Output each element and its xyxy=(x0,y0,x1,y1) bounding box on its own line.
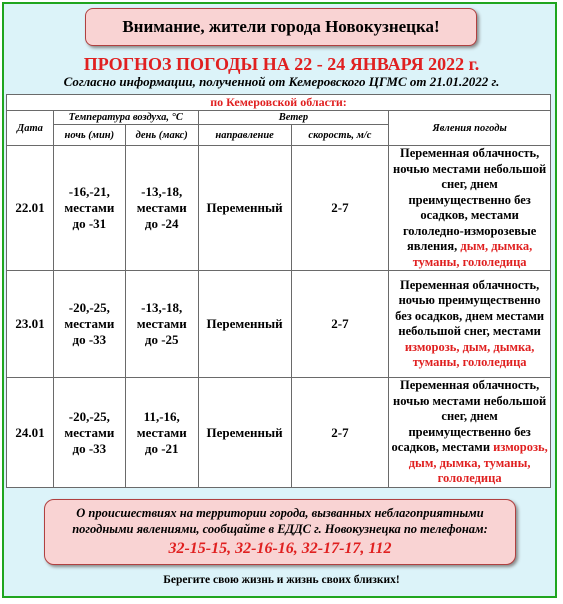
night-temp-line: местами xyxy=(64,200,115,215)
night-temp xyxy=(53,271,125,378)
day-temp-line: местами xyxy=(136,200,187,215)
forecast-title: ПРОГНОЗ ПОГОДЫ НА 22 - 24 ЯНВАРЯ 2022 г. xyxy=(83,54,480,74)
speed-header: скорость, м/с xyxy=(291,125,389,146)
phenomena-hazard-text: дым, дымка, туманы, гололедица xyxy=(412,239,533,269)
wind-speed: 2-7 xyxy=(291,271,389,378)
row-date: 22.01 xyxy=(7,146,54,271)
forecast-source: Согласно информации, полученной от Кемеровского ЦГМС от 21.01.2022 г. xyxy=(63,74,500,89)
day-temp xyxy=(125,146,198,271)
notice-line-1: О происшествиях на территории города, вызванных неблагоприятными xyxy=(76,506,484,520)
wind-speed: 2-7 xyxy=(291,378,389,488)
phenomena-hazard-text: изморозь, дым, дымка, туманы, гололедица xyxy=(408,440,548,486)
day-temp-line: до -25 xyxy=(144,332,179,347)
night-temp-line: местами xyxy=(64,424,115,440)
day-temp-line: 11,-16, xyxy=(143,408,180,424)
night-temp-line: -20,-25, xyxy=(68,300,110,315)
day-temp-line: до -21 xyxy=(144,440,179,456)
weather-phenomena xyxy=(389,271,551,378)
day-temp-line: -13,-18, xyxy=(141,300,183,315)
phenomena-text: Переменная облачность, ночью местами небольшой снег, днем преимущественно без осадков, местами xyxy=(391,378,547,455)
phenomena-text: Переменная облачность, ночью преимущественно без осадков, днем местами небольшой снег, местами xyxy=(395,277,545,338)
night-temp-line: до -31 xyxy=(72,216,107,231)
night-temp-line: -20,-25, xyxy=(68,408,110,424)
notice-line-2: погодными явлениями, сообщайте в ЕДДС г. Новокузнецка по телефонам: xyxy=(72,522,488,536)
day-temp-line: местами xyxy=(136,424,187,440)
day-temp-line: -13,-18, xyxy=(141,184,183,199)
attention-text: Внимание, жители города Новокузнецка! xyxy=(122,17,440,36)
emergency-notice xyxy=(44,499,516,565)
table-row xyxy=(7,146,551,271)
footer-slogan: Берегите свою жизнь и жизнь своих близких! xyxy=(163,574,400,586)
forecast-table xyxy=(6,94,551,488)
night-temp-line: -16,-21, xyxy=(68,184,110,199)
temperature-header: Температура воздуха, °С xyxy=(53,111,198,125)
night-temp-line: местами xyxy=(64,316,115,331)
table-row xyxy=(7,271,551,378)
wind-direction: Переменный xyxy=(198,271,291,378)
night-temp xyxy=(53,378,125,488)
wind-direction: Переменный xyxy=(198,146,291,271)
attention-banner xyxy=(85,8,477,46)
night-temp-line: до -33 xyxy=(72,440,107,456)
day-header: день (макс) xyxy=(125,125,198,146)
day-temp xyxy=(125,378,198,488)
direction-header: направление xyxy=(198,125,291,146)
wind-direction: Переменный xyxy=(198,378,291,488)
row-date: 24.01 xyxy=(7,378,54,488)
row-date: 23.01 xyxy=(7,271,54,378)
phenomena-header: Явления погоды xyxy=(389,111,551,146)
date-header: Дата xyxy=(7,111,54,146)
weather-phenomena xyxy=(389,378,551,488)
day-temp xyxy=(125,271,198,378)
emergency-phones: 32-15-15, 32-16-16, 32-17-17, 112 xyxy=(168,540,392,557)
day-temp-line: местами xyxy=(136,316,187,331)
phenomena-text: Переменная облачность, ночью местами небольшой снег, днем преимущественно без осадков, местами гололедно-изморозевые явления, xyxy=(393,146,547,253)
phenomena-hazard-text: изморозь, дым, дымка, туманы, гололедица xyxy=(404,339,535,369)
day-temp-line: до -24 xyxy=(144,216,179,231)
night-temp xyxy=(53,146,125,271)
region-header: по Кемеровской области: xyxy=(7,95,551,111)
night-header: ночь (мин) xyxy=(53,125,125,146)
night-temp-line: до -33 xyxy=(72,332,107,347)
table-row xyxy=(7,378,551,488)
wind-speed: 2-7 xyxy=(291,146,389,271)
weather-phenomena xyxy=(389,146,551,271)
wind-header: Ветер xyxy=(198,111,389,125)
